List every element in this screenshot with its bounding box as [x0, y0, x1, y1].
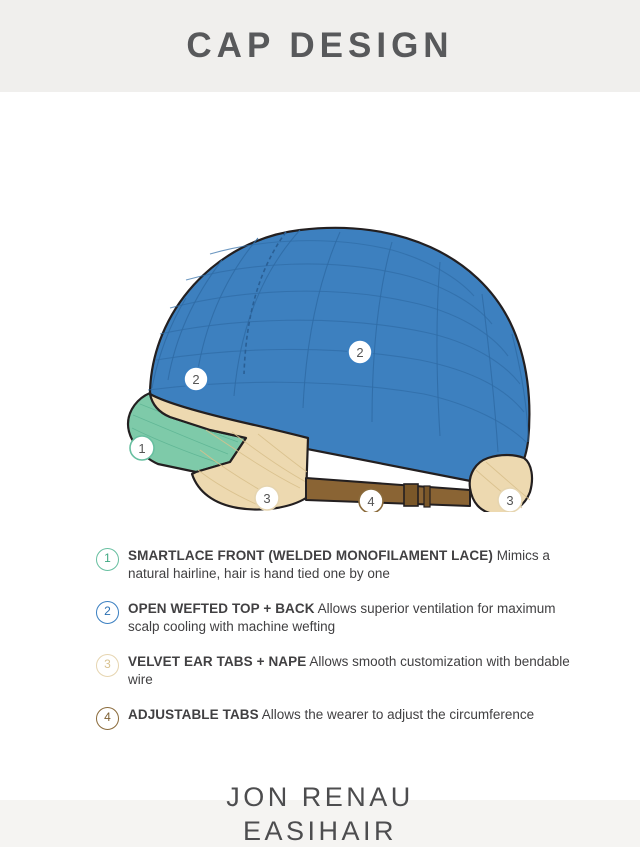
legend-title-3: VELVET EAR TABS + NAPE	[128, 654, 307, 669]
legend-number-3: 3	[96, 654, 119, 677]
legend-item-4	[96, 706, 576, 730]
legend-desc-1: Mimics a natural hairline, hair is hand tied one by one	[128, 548, 550, 581]
legend-desc-2: Allows superior ventilation for maximum scalp cooling with machine wefting	[128, 601, 556, 634]
callout-2a-label: 2	[192, 372, 200, 387]
brand-name-secondary: EASIHAIR	[242, 816, 398, 846]
legend-number-2: 2	[96, 601, 119, 624]
legend-item-3	[96, 653, 576, 689]
callout-1	[130, 436, 154, 460]
legend-desc-3: Allows smooth customization with bendable wire	[128, 654, 570, 687]
page-title: CAP DESIGN	[186, 26, 454, 65]
legend-list	[96, 547, 576, 747]
callout-3b	[498, 488, 522, 512]
callout-2b	[348, 340, 372, 364]
cap-diagram-svg	[0, 112, 640, 512]
legend-text-1	[128, 547, 576, 583]
legend-text-2	[128, 600, 576, 636]
legend-desc-4: Allows the wearer to adjust the circumference	[261, 707, 535, 722]
legend-number-4: 4	[96, 707, 119, 730]
legend-text-4	[128, 706, 534, 724]
legend-number-1: 1	[96, 548, 119, 571]
callout-1-label: 1	[138, 441, 146, 456]
callout-4	[359, 489, 383, 512]
callout-3b-label: 3	[506, 493, 514, 508]
callout-3a-label: 3	[263, 491, 271, 506]
legend-text-3	[128, 653, 576, 689]
cap-diagram	[0, 112, 640, 512]
callout-2a	[184, 367, 208, 391]
legend-title-4: ADJUSTABLE TABS	[128, 707, 259, 722]
brand-footer	[0, 782, 640, 847]
callout-4-label: 4	[367, 494, 375, 509]
callout-3a	[255, 486, 279, 510]
legend-item-1	[96, 547, 576, 583]
callout-2b-label: 2	[356, 345, 364, 360]
adjustable-tab-strap	[306, 478, 470, 507]
brand-name-primary: JON RENAU	[226, 782, 414, 812]
legend-item-2	[96, 600, 576, 636]
legend-title-2: OPEN WEFTED TOP + BACK	[128, 601, 315, 616]
page-header	[0, 0, 640, 92]
content-area	[0, 92, 640, 846]
legend-title-1: SMARTLACE FRONT (WELDED MONOFILAMENT LACE)	[128, 548, 493, 563]
